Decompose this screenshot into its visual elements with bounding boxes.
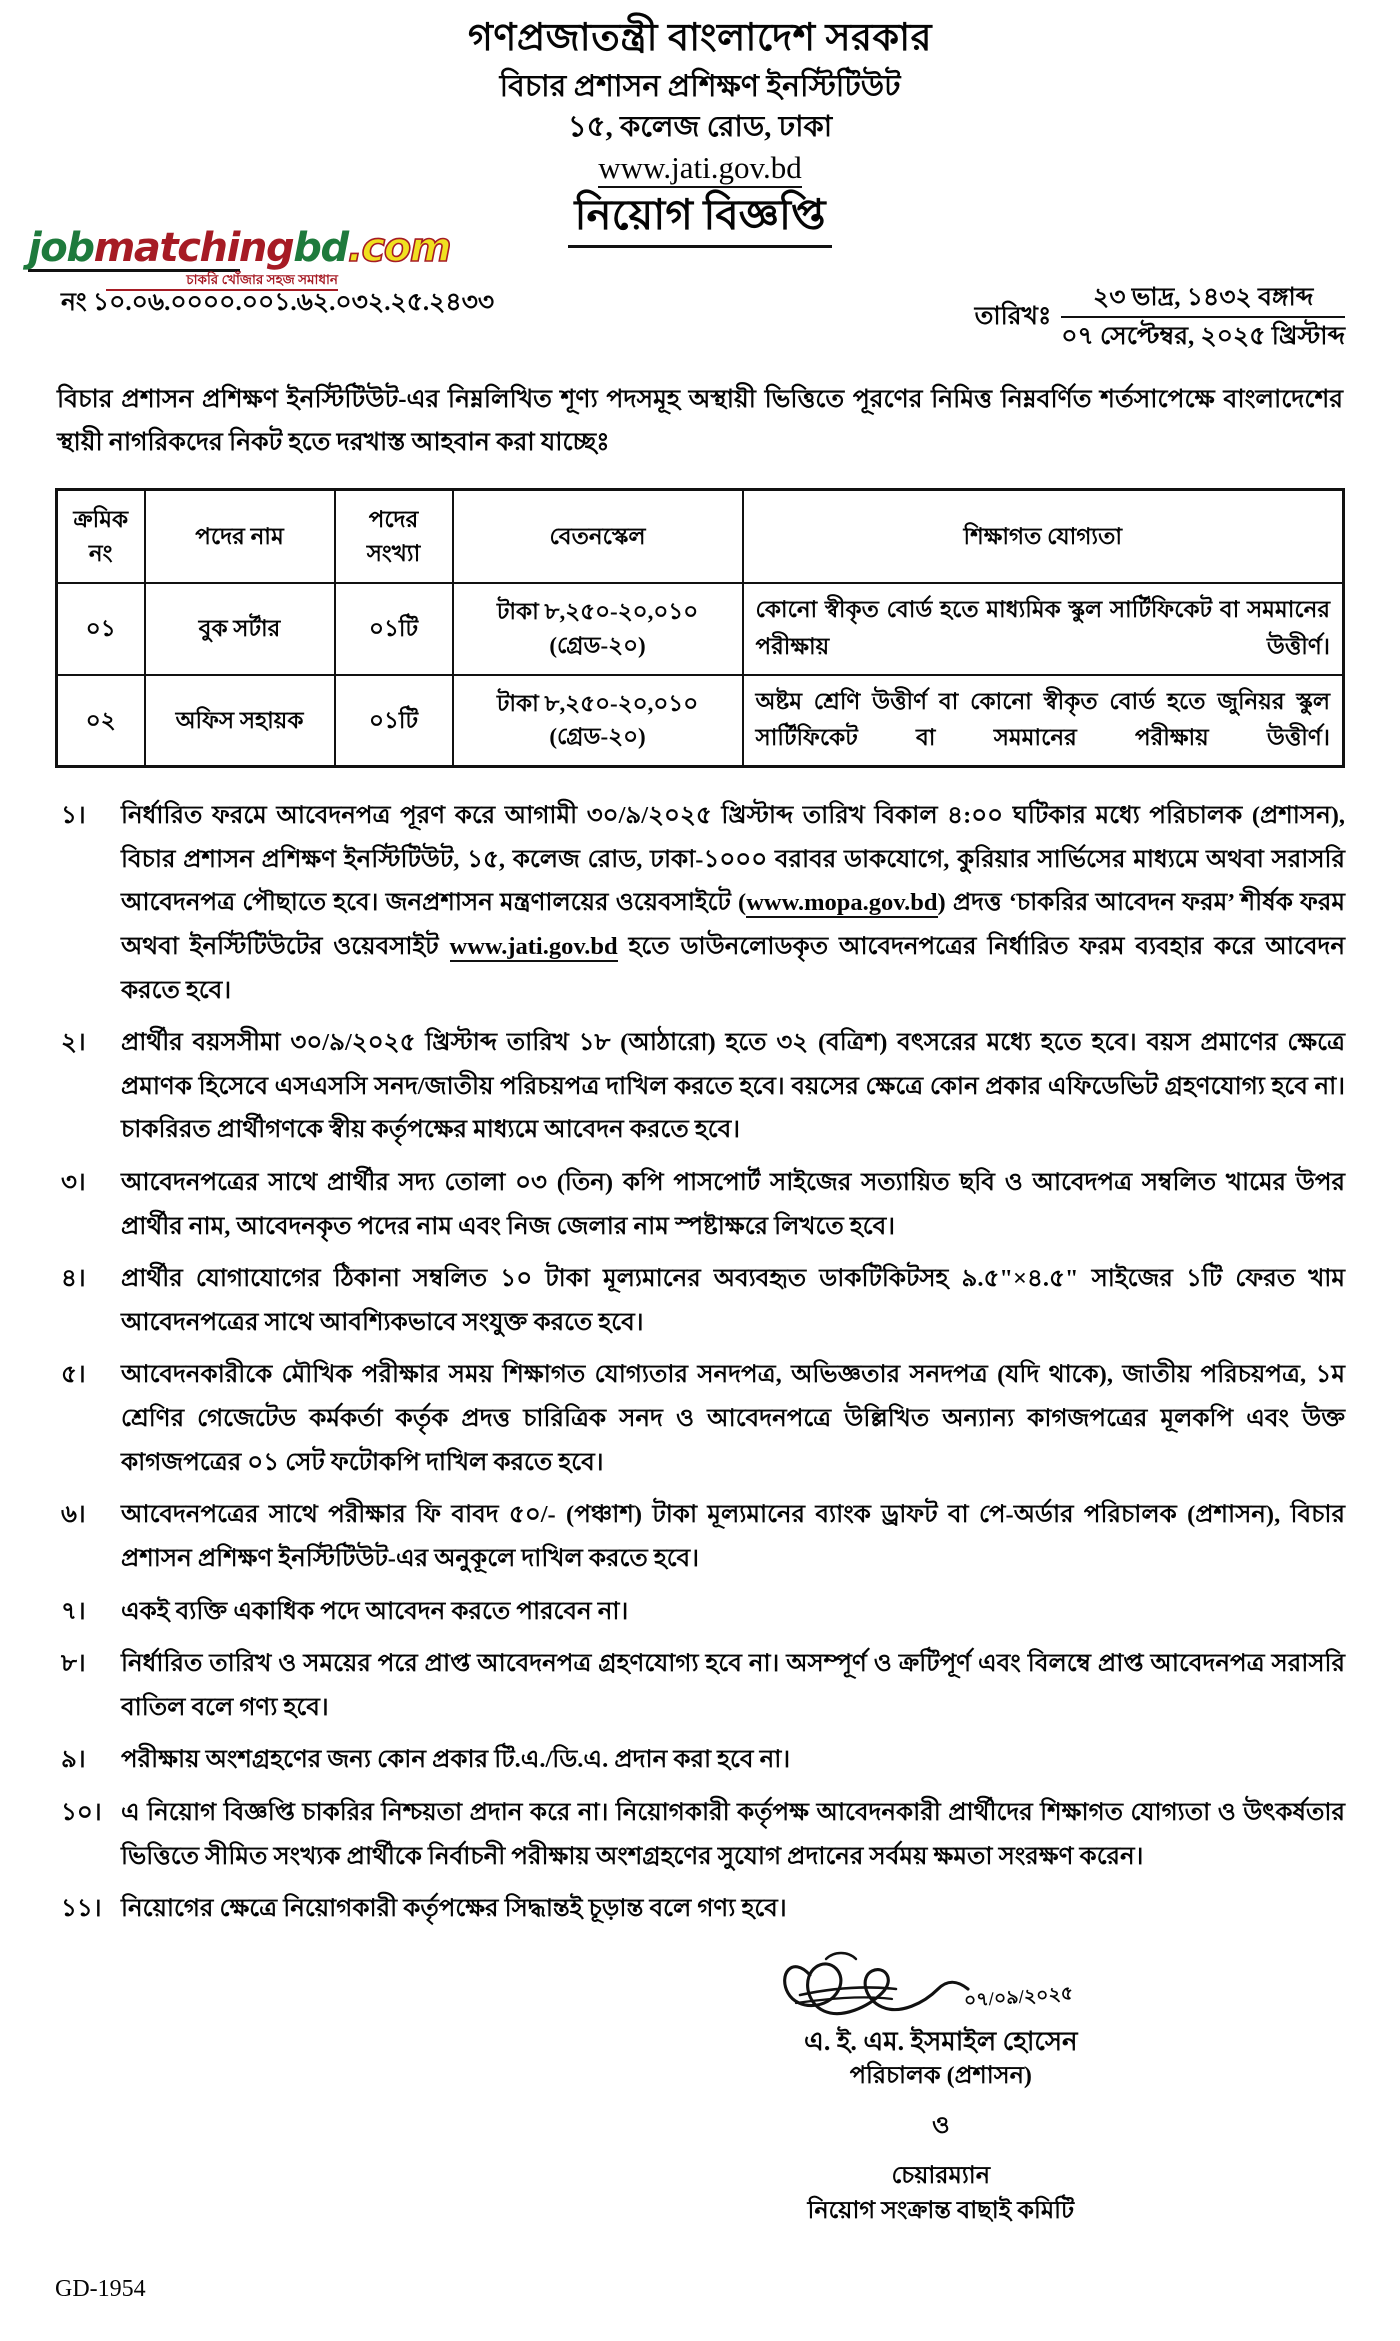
jati-website-link[interactable]: www.jati.gov.bd	[449, 932, 618, 960]
condition-item-7	[55, 1590, 1345, 1634]
logo-part-bd: bd	[293, 225, 348, 271]
memo-dates	[1061, 282, 1345, 353]
signatory-chairman-title: চেয়ারম্যান	[891, 2163, 991, 2190]
pay-scale-amount: টাকা ৮,২৫০-২০,০১০	[496, 691, 699, 717]
condition-text: আবেদনপত্রের সাথে পরীক্ষার ফি বাবদ ৫০/- (পঞ্চাশ) টাকা মূল্যমানের ব্যাংক ড্রাফট বা পে-অর্ডার পরিচালক (প্রশাসন), বিচার প্রশাসন প্রশিক্ষণ ইনস্টিটিউট-এর অনুকূলে দাখিল করতে হবে।	[121, 1501, 1345, 1572]
cell-post-name: অফিস সহায়ক	[145, 675, 335, 767]
table-header-row	[57, 490, 1344, 583]
page-title: নিয়োগ বিজ্ঞপ্তি	[568, 192, 831, 247]
signatory-role: পরিচালক (প্রশাসন)	[849, 2062, 1032, 2089]
memo-date-label: তারিখঃ	[974, 302, 1052, 330]
condition-text: নিয়োগের ক্ষেত্রে নিয়োগকারী কর্তৃপক্ষের সিদ্ধান্তই চূড়ান্ত বলে গণ্য হবে।	[121, 1895, 787, 1923]
cell-post-name: বুক সর্টার	[145, 583, 335, 675]
condition-number: ৭।	[61, 1597, 86, 1625]
signature-block	[726, 1949, 1156, 2229]
memo-row	[55, 282, 1345, 353]
condition-item-8	[55, 1642, 1345, 1729]
intro-paragraph: বিচার প্রশাসন প্রশিক্ষণ ইনস্টিটিউট-এর নিম্নলিখিত শূণ্য পদসমূহ অস্থায়ী ভিত্তিতে পূরণের নিমিত্ত নিম্নবর্ণিত শর্তসাপেক্ষে বাংলাদেশের স্থায়ী নাগরিকদের নিকট হতে দরখাস্ত আহবান করা যাচ্ছেঃ	[57, 386, 1343, 457]
logo-part-job: job	[28, 225, 94, 271]
memo-date-gregorian: ০৭ সেপ্টেম্বর, ২০২৫ খ্রিস্টাব্দ	[1061, 323, 1345, 351]
condition-number: ৮।	[61, 1650, 86, 1678]
condition-item-9	[55, 1738, 1345, 1782]
condition-number: ১।	[61, 802, 86, 830]
institute-name: বিচার প্রশাসন প্রশিক্ষণ ইনস্টিটিউট	[499, 69, 901, 103]
column-header-post-count: পদের সংখ্যা	[335, 490, 453, 583]
column-header-post-name: পদের নাম	[145, 490, 335, 583]
condition-item-6	[55, 1493, 1345, 1580]
condition-text: প্রার্থীর যোগাযোগের ঠিকানা সম্বলিত ১০ টাকা মূল্যমানের অব্যবহৃত ডাকটিকিটসহ ৯.৫"×৪.৫" সাইজের ১টি ফেরত খাম আবেদনপত্রের সাথে আবশ্যিকভাবে সংযুক্ত করতে হবে।	[121, 1265, 1345, 1336]
cell-post-count: ০১টি	[335, 675, 453, 767]
cell-qualification: কোনো স্বীকৃত বোর্ড হতে মাধ্যমিক স্কুল সার্টিফিকেট বা সমমানের পরীক্ষায় উত্তীর্ণ।	[743, 583, 1344, 675]
institute-website-text: www.jati.gov.bd	[598, 150, 801, 188]
condition-item-1	[55, 794, 1345, 1012]
conditions-list	[55, 794, 1345, 1931]
memo-date-block	[975, 282, 1345, 353]
column-header-qualification: শিক্ষাগত যোগ্যতা	[743, 490, 1344, 583]
condition-text: আবেদনকারীকে মৌখিক পরীক্ষার সময় শিক্ষাগত যোগ্যতার সনদপত্র, অভিজ্ঞতার সনদপত্র (যদি থাকে), জাতীয় পরিচয়পত্র, ১ম শ্রেণির গেজেটেড কর্মকর্তা কর্তৃক প্রদত্ত চারিত্রিক সনদ ও আবেদনপত্রে উল্লিখিত অন্যান্য কাগজপত্রের মূলকপি এবং উক্ত কাগজপত্রের ০১ সেট ফটোকপি দাখিল করতে হবে।	[121, 1361, 1345, 1476]
handwritten-signature	[726, 1949, 1156, 2023]
condition-text-part-b: ) প্রদত্ত ‘চাকরির আবেদন ফরম’ শীর্ষক ফরম অথবা ইনস্টিটিউটের ওয়েবসাইট	[121, 889, 1345, 960]
table-row	[57, 583, 1344, 675]
government-name: গণপ্রজাতন্ত্রী বাংলাদেশ সরকার	[467, 17, 933, 59]
condition-item-2	[55, 1021, 1345, 1152]
logo-wordmark	[28, 225, 451, 271]
signature-date: ০৭/০৯/২০২৫	[963, 1982, 1074, 2012]
document-header	[55, 0, 1345, 186]
condition-item-10	[55, 1791, 1345, 1878]
mopa-website-link[interactable]: www.mopa.gov.bd	[746, 889, 938, 917]
condition-text: প্রার্থীর বয়সসীমা ৩০/৯/২০২৫ খ্রিস্টাব্দ তারিখ ১৮ (আঠারো) হতে ৩২ (বত্রিশ) বৎসরের মধ্যে হতে হবে। বয়স প্রমাণের ক্ষেত্রে প্রমাণক হিসেবে এসএসসি সনদ/জাতীয় পরিচয়পত্র দাখিল করতে হবে। বয়সের ক্ষেত্রে কোন প্রকার এফিডেভিট গ্রহণযোগ্য হবে না। চাকরিরত প্রার্থীগণকে স্বীয় কর্তৃপক্ষের মাধ্যমে আবেদন করতে হবে।	[121, 1029, 1345, 1144]
column-header-pay-scale: বেতনস্কেল	[453, 490, 743, 583]
condition-item-5	[55, 1353, 1345, 1484]
cell-serial: ০২	[57, 675, 145, 767]
signatory-committee: নিয়োগ সংক্রান্ত বাছাই কমিটি	[807, 2198, 1075, 2225]
gd-code: GD-1954	[55, 2276, 146, 2302]
institute-address: ১৫, কলেজ রোড, ঢাকা	[567, 111, 833, 144]
condition-number: ৪।	[61, 1265, 86, 1293]
condition-text: নির্ধারিত তারিখ ও সময়ের পরে প্রাপ্ত আবেদনপত্র গ্রহণযোগ্য হবে না। অসম্পূর্ণ ও ক্রটিপূর্ণ এবং বিলম্বে প্রাপ্ত আবেদনপত্র সরাসরি বাতিল বলে গণ্য হবে।	[121, 1650, 1345, 1721]
cell-pay-scale	[453, 583, 743, 675]
condition-number: ৯।	[61, 1746, 86, 1774]
condition-number: ৬।	[61, 1501, 86, 1529]
condition-item-11	[55, 1887, 1345, 1931]
cell-post-count: ০১টি	[335, 583, 453, 675]
condition-text: পরীক্ষায় অংশগ্রহণের জন্য কোন প্রকার টি.এ./ডি.এ. প্রদান করা হবে না।	[121, 1746, 791, 1774]
condition-number: ২।	[61, 1029, 86, 1057]
signatory-name: এ. ই. এম. ইসমাইল হোসেন	[804, 2026, 1078, 2056]
jobmatchingbd-watermark-logo	[28, 225, 451, 291]
logo-part-com: .com	[347, 225, 451, 271]
signature-area	[55, 1949, 1345, 2249]
condition-text: এ নিয়োগ বিজ্ঞপ্তি চাকরির নিশ্চয়তা প্রদান করে না। নিয়োগকারী কর্তৃপক্ষ আবেদনকারী প্রার্থীদের শিক্ষাগত যোগ্যতা ও উৎকর্ষতার ভিত্তিতে সীমিত সংখ্যক প্রার্থীকে নির্বাচনী পরীক্ষায় অংশগ্রহণের সুযোগ প্রদানের সর্বময় ক্ষমতা সংরক্ষণ করেন।	[121, 1798, 1345, 1870]
condition-item-3	[55, 1161, 1345, 1248]
institute-website[interactable]	[55, 150, 1345, 186]
condition-number: ৫।	[61, 1361, 86, 1389]
condition-number: ৩।	[61, 1169, 86, 1197]
cell-qualification: অষ্টম শ্রেণি উত্তীর্ণ বা কোনো স্বীকৃত বোর্ড হতে জুনিয়র স্কুল সার্টিফিকেট বা সমমানের পরীক্ষায় উত্তীর্ণ।	[743, 675, 1344, 767]
condition-text	[121, 794, 1345, 1012]
logo-part-matching: matching	[93, 225, 294, 271]
vacancy-table	[55, 488, 1345, 768]
column-header-serial: ক্রমিক নং	[57, 490, 145, 583]
pay-scale-amount: টাকা ৮,২৫০-২০,০১০	[496, 599, 699, 625]
condition-number: ১০।	[61, 1798, 102, 1826]
cell-serial: ০১	[57, 583, 145, 675]
memo-number: নং ১০.০৬.০০০০.০০১.৬২.০৩২.২৫.২৪৩৩	[61, 288, 495, 316]
pay-scale-grade: (গ্রেড-২০)	[549, 632, 646, 658]
pay-scale-grade: (গ্রেড-২০)	[549, 724, 646, 750]
condition-text-part-c: হতে ডাউনলোডকৃত আবেদনপত্রের নির্ধারিত ফরম ব্যবহার করে আবেদন করতে হবে।	[121, 932, 1345, 1004]
condition-text: আবেদনপত্রের সাথে প্রার্থীর সদ্য তোলা ০৩ (তিন) কপি পাসপোর্ট সাইজের সত্যায়িত ছবি ও আবেদপত্র সম্বলিত খামের উপর প্রার্থীর নাম, আবেদনকৃত পদের নাম এবং নিজ জেলার নাম স্পষ্টাক্ষরে লিখতে হবে।	[121, 1169, 1345, 1240]
condition-number: ১১।	[61, 1895, 102, 1923]
memo-date-bangla: ২৩ ভাদ্র, ১৪৩২ বঙ্গাব্দ	[1061, 282, 1345, 318]
logo-tagline: চাকরি খোঁজার সহজ সমাধান	[106, 273, 338, 291]
condition-text-part-a: নির্ধারিত ফরমে আবেদনপত্র পূরণ করে আগামী ৩০/৯/২০২৫ খ্রিস্টাব্দ তারিখ বিকাল ৪:০০ ঘটিকার মধ্যে পরিচালক (প্রশাসন), বিচার প্রশাসন প্রশিক্ষণ ইনস্টিটিউট, ১৫, কলেজ রোড, ঢাকা-১০০০ বরাবর ডাকযোগে, কুরিয়ার সার্ভিসের মাধ্যমে অথবা সরাসরি আবেদনপত্র পৌছাতে হবে। জনপ্রশাসন মন্ত্রণালয়ের ওয়েবসাইটে (	[121, 802, 1345, 917]
condition-item-4	[55, 1257, 1345, 1344]
condition-text: একই ব্যক্তি একাধিক পদে আবেদন করতে পারবেন না।	[121, 1597, 629, 1625]
cell-pay-scale	[453, 675, 743, 767]
table-row	[57, 675, 1344, 767]
signatory-conjunction: ও	[931, 2113, 950, 2140]
